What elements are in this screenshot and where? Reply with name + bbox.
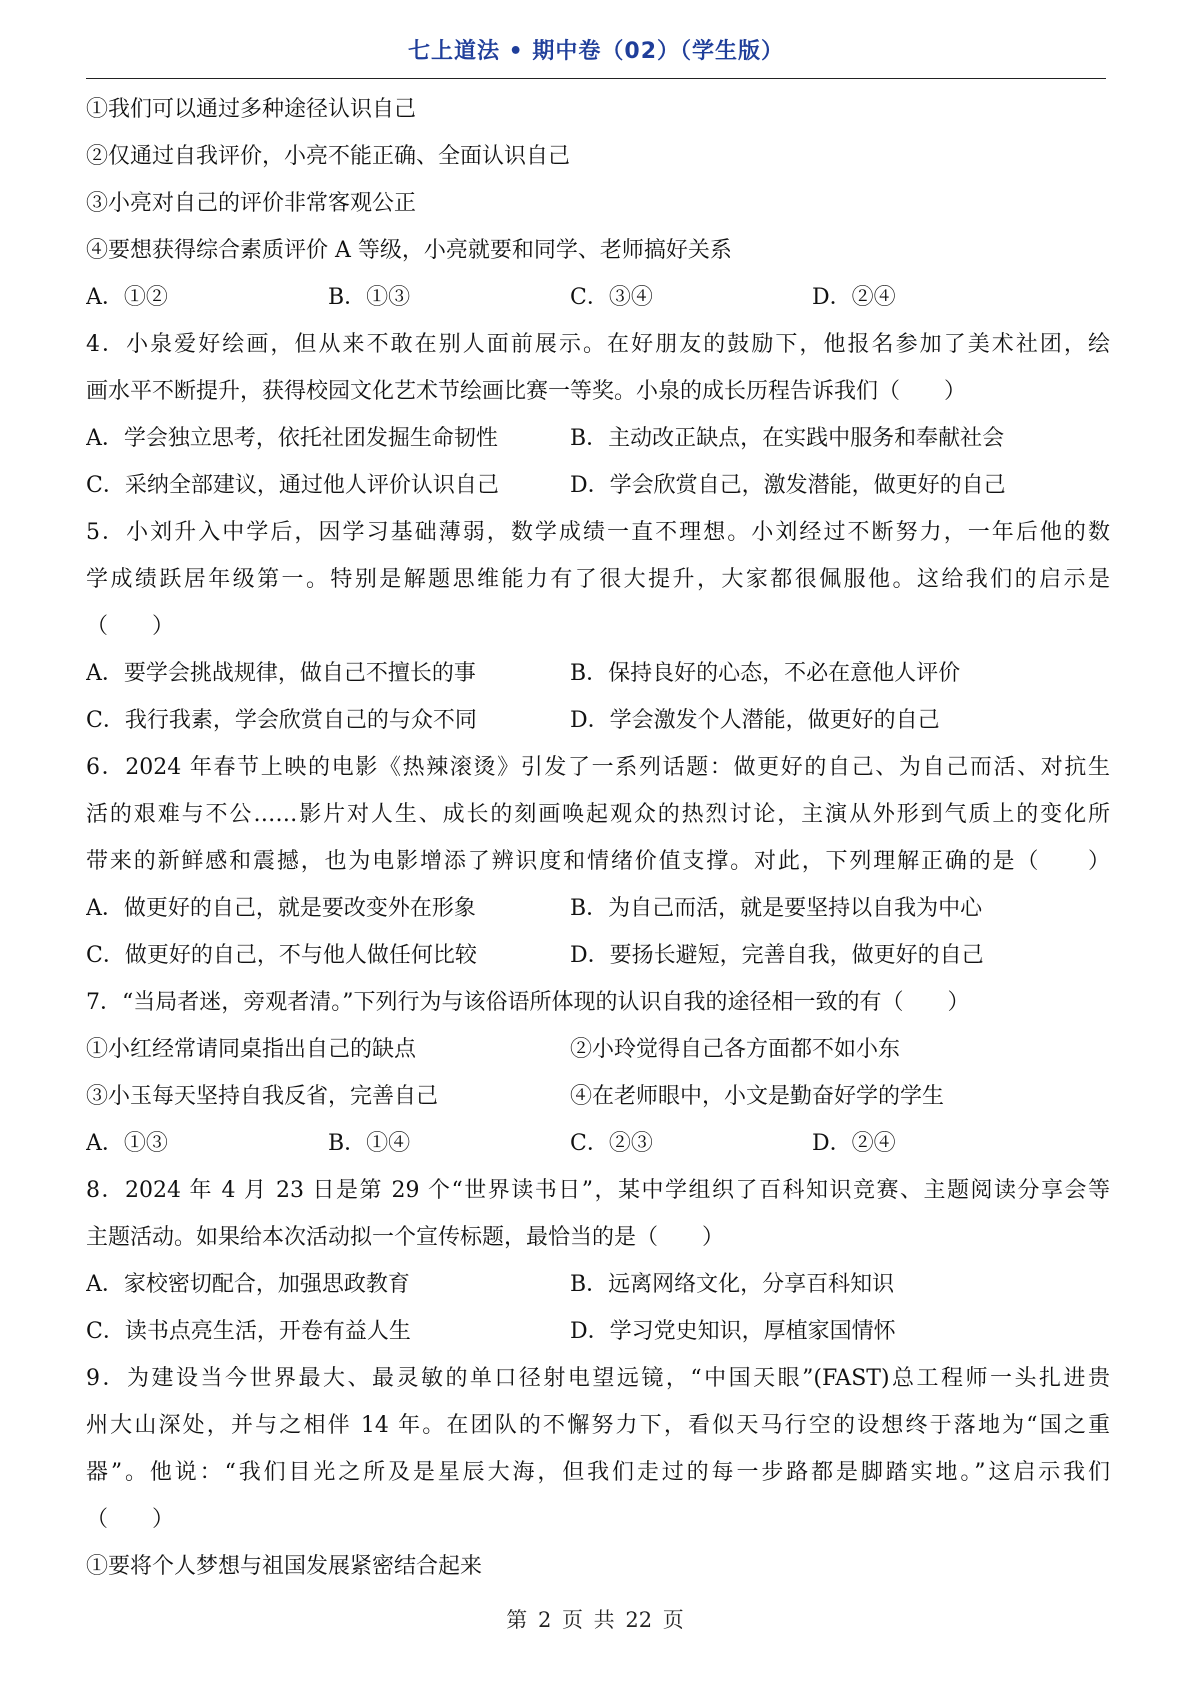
options-row: [86, 885, 1110, 932]
option-a: A．学会独立思考，依托社团发掘生命韧性: [86, 426, 498, 451]
question-4: [86, 321, 1110, 509]
statement-line: ①我们可以通过多种途径认识自己: [86, 97, 417, 122]
options-row: [86, 650, 1110, 697]
question-stem-line: 7．“当局者迷，旁观者清。”下列行为与该俗语所体现的认识自我的途径相一致的有（ ）: [86, 990, 970, 1015]
statements-row: [86, 1026, 1110, 1073]
statement-4: ④在老师眼中，小文是勤奋好学的学生: [570, 1084, 945, 1109]
question-9: [86, 1355, 1110, 1590]
header-divider: [86, 78, 1106, 79]
question-stem-line: 州大山深处，并与之相伴 14 年。在团队的不懈努力下，看似天马行空的设想终于落地为“国之重: [86, 1413, 1110, 1438]
option-d: D．要扬长避短，完善自我，做更好的自己: [570, 943, 984, 968]
answer-bracket: （ ）: [86, 1507, 175, 1532]
option-c: C．我行我素，学会欣赏自己的与众不同: [86, 708, 477, 733]
option-b: B．主动改正缺点，在实践中服务和奉献社会: [570, 426, 1005, 451]
option-a: A．①②: [86, 285, 168, 310]
option-a: A．要学会挑战规律，做自己不擅长的事: [86, 661, 476, 686]
exam-content: [86, 86, 1110, 1590]
option-b: B．①③: [328, 285, 411, 310]
options-row: [86, 1120, 1110, 1167]
statement-1: ①小红经常请同桌指出自己的缺点: [86, 1037, 417, 1062]
option-a: A．做更好的自己，就是要改变外在形象: [86, 896, 476, 921]
question-6: [86, 744, 1110, 979]
option-d: D．学会激发个人潜能，做更好的自己: [570, 708, 940, 733]
question-stem-line: 学成绩跃居年级第一。特别是解题思维能力有了很大提升，大家都很佩服他。这给我们的启示是: [86, 567, 1110, 592]
question-stem-line: 4．小泉爱好绘画，但从来不敢在别人面前展示。在好朋友的鼓励下，他报名参加了美术社团，绘: [86, 332, 1110, 357]
question-3-continued: [86, 86, 1110, 321]
page-number: 第 2 页 共 22 页: [506, 1608, 684, 1632]
option-d: D．学会欣赏自己，激发潜能，做更好的自己: [570, 473, 1006, 498]
statement-line: ②仅通过自我评价，小亮不能正确、全面认识自己: [86, 144, 571, 169]
option-c: C．做更好的自己，不与他人做任何比较: [86, 943, 477, 968]
statement-line: ①要将个人梦想与祖国发展紧密结合起来: [86, 1554, 483, 1579]
options-row: [86, 415, 1110, 462]
question-stem-line: 9．为建设当今世界最大、最灵敏的单口径射电望远镜，“中国天眼”(FAST)总工程师一头扎进贵: [86, 1366, 1110, 1391]
option-c: C．②③: [570, 1131, 653, 1156]
question-stem-line: 画水平不断提升，获得校园文化艺术节绘画比赛一等奖。小泉的成长历程告诉我们（ ）: [86, 379, 967, 404]
option-d: D．②④: [812, 285, 896, 310]
question-8: [86, 1167, 1110, 1355]
options-row: [86, 1308, 1110, 1355]
option-a: A．家校密切配合，加强思政教育: [86, 1272, 410, 1297]
option-c: C．读书点亮生活，开卷有益人生: [86, 1319, 411, 1344]
options-row: [86, 697, 1110, 744]
question-stem-line: 5．小刘升入中学后，因学习基础薄弱，数学成绩一直不理想。小刘经过不断努力，一年后他的数: [86, 520, 1110, 545]
option-d: D．②④: [812, 1131, 896, 1156]
option-c: C．采纳全部建议，通过他人评价认识自己: [86, 473, 499, 498]
answer-bracket: （ ）: [86, 614, 175, 639]
statement-3: ③小玉每天坚持自我反省，完善自己: [86, 1084, 439, 1109]
question-7: [86, 979, 1110, 1167]
statement-line: ④要想获得综合素质评价 A 等级，小亮就要和同学、老师搞好关系: [86, 238, 732, 263]
question-stem-line: 带来的新鲜感和震撼，也为电影增添了辨识度和情绪价值支撑。对此，下列理解正确的是（ ）: [86, 849, 1110, 874]
options-row: [86, 274, 1110, 321]
statement-2: ②小玲觉得自己各方面都不如小东: [570, 1037, 901, 1062]
question-stem-line: 活的艰难与不公……影片对人生、成长的刻画唤起观众的热烈讨论，主演从外形到气质上的变化所: [86, 802, 1110, 827]
options-row: [86, 932, 1110, 979]
option-b: B．保持良好的心态，不必在意他人评价: [570, 661, 961, 686]
options-row: [86, 462, 1110, 509]
option-d: D．学习党史知识，厚植家国情怀: [570, 1319, 896, 1344]
statements-row: [86, 1073, 1110, 1120]
options-row: [86, 1261, 1110, 1308]
option-b: B．远离网络文化，分享百科知识: [570, 1272, 895, 1297]
option-b: B．为自己而活，就是要坚持以自我为中心: [570, 896, 983, 921]
page-header-title: 七上道法 • 期中卷（02）（学生版）: [408, 39, 784, 64]
option-a: A．①③: [86, 1131, 168, 1156]
question-stem-line: 8．2024 年 4 月 23 日是第 29 个“世界读书日”，某中学组织了百科知识竞赛、主题阅读分享会等: [86, 1178, 1110, 1203]
question-stem-line: 6．2024 年春节上映的电影《热辣滚烫》引发了一系列话题：做更好的自己、为自己而活、对抗生: [86, 755, 1110, 780]
statement-line: ③小亮对自己的评价非常客观公正: [86, 191, 417, 216]
question-stem-line: 主题活动。如果给本次活动拟一个宣传标题，最恰当的是（ ）: [86, 1225, 725, 1250]
option-c: C．③④: [570, 285, 653, 310]
question-stem-line: 器”。他说：“我们目光之所及是星辰大海，但我们走过的每一步路都是脚踏实地。”这启示我们: [86, 1460, 1110, 1485]
question-5: [86, 509, 1110, 744]
option-b: B．①④: [328, 1131, 411, 1156]
